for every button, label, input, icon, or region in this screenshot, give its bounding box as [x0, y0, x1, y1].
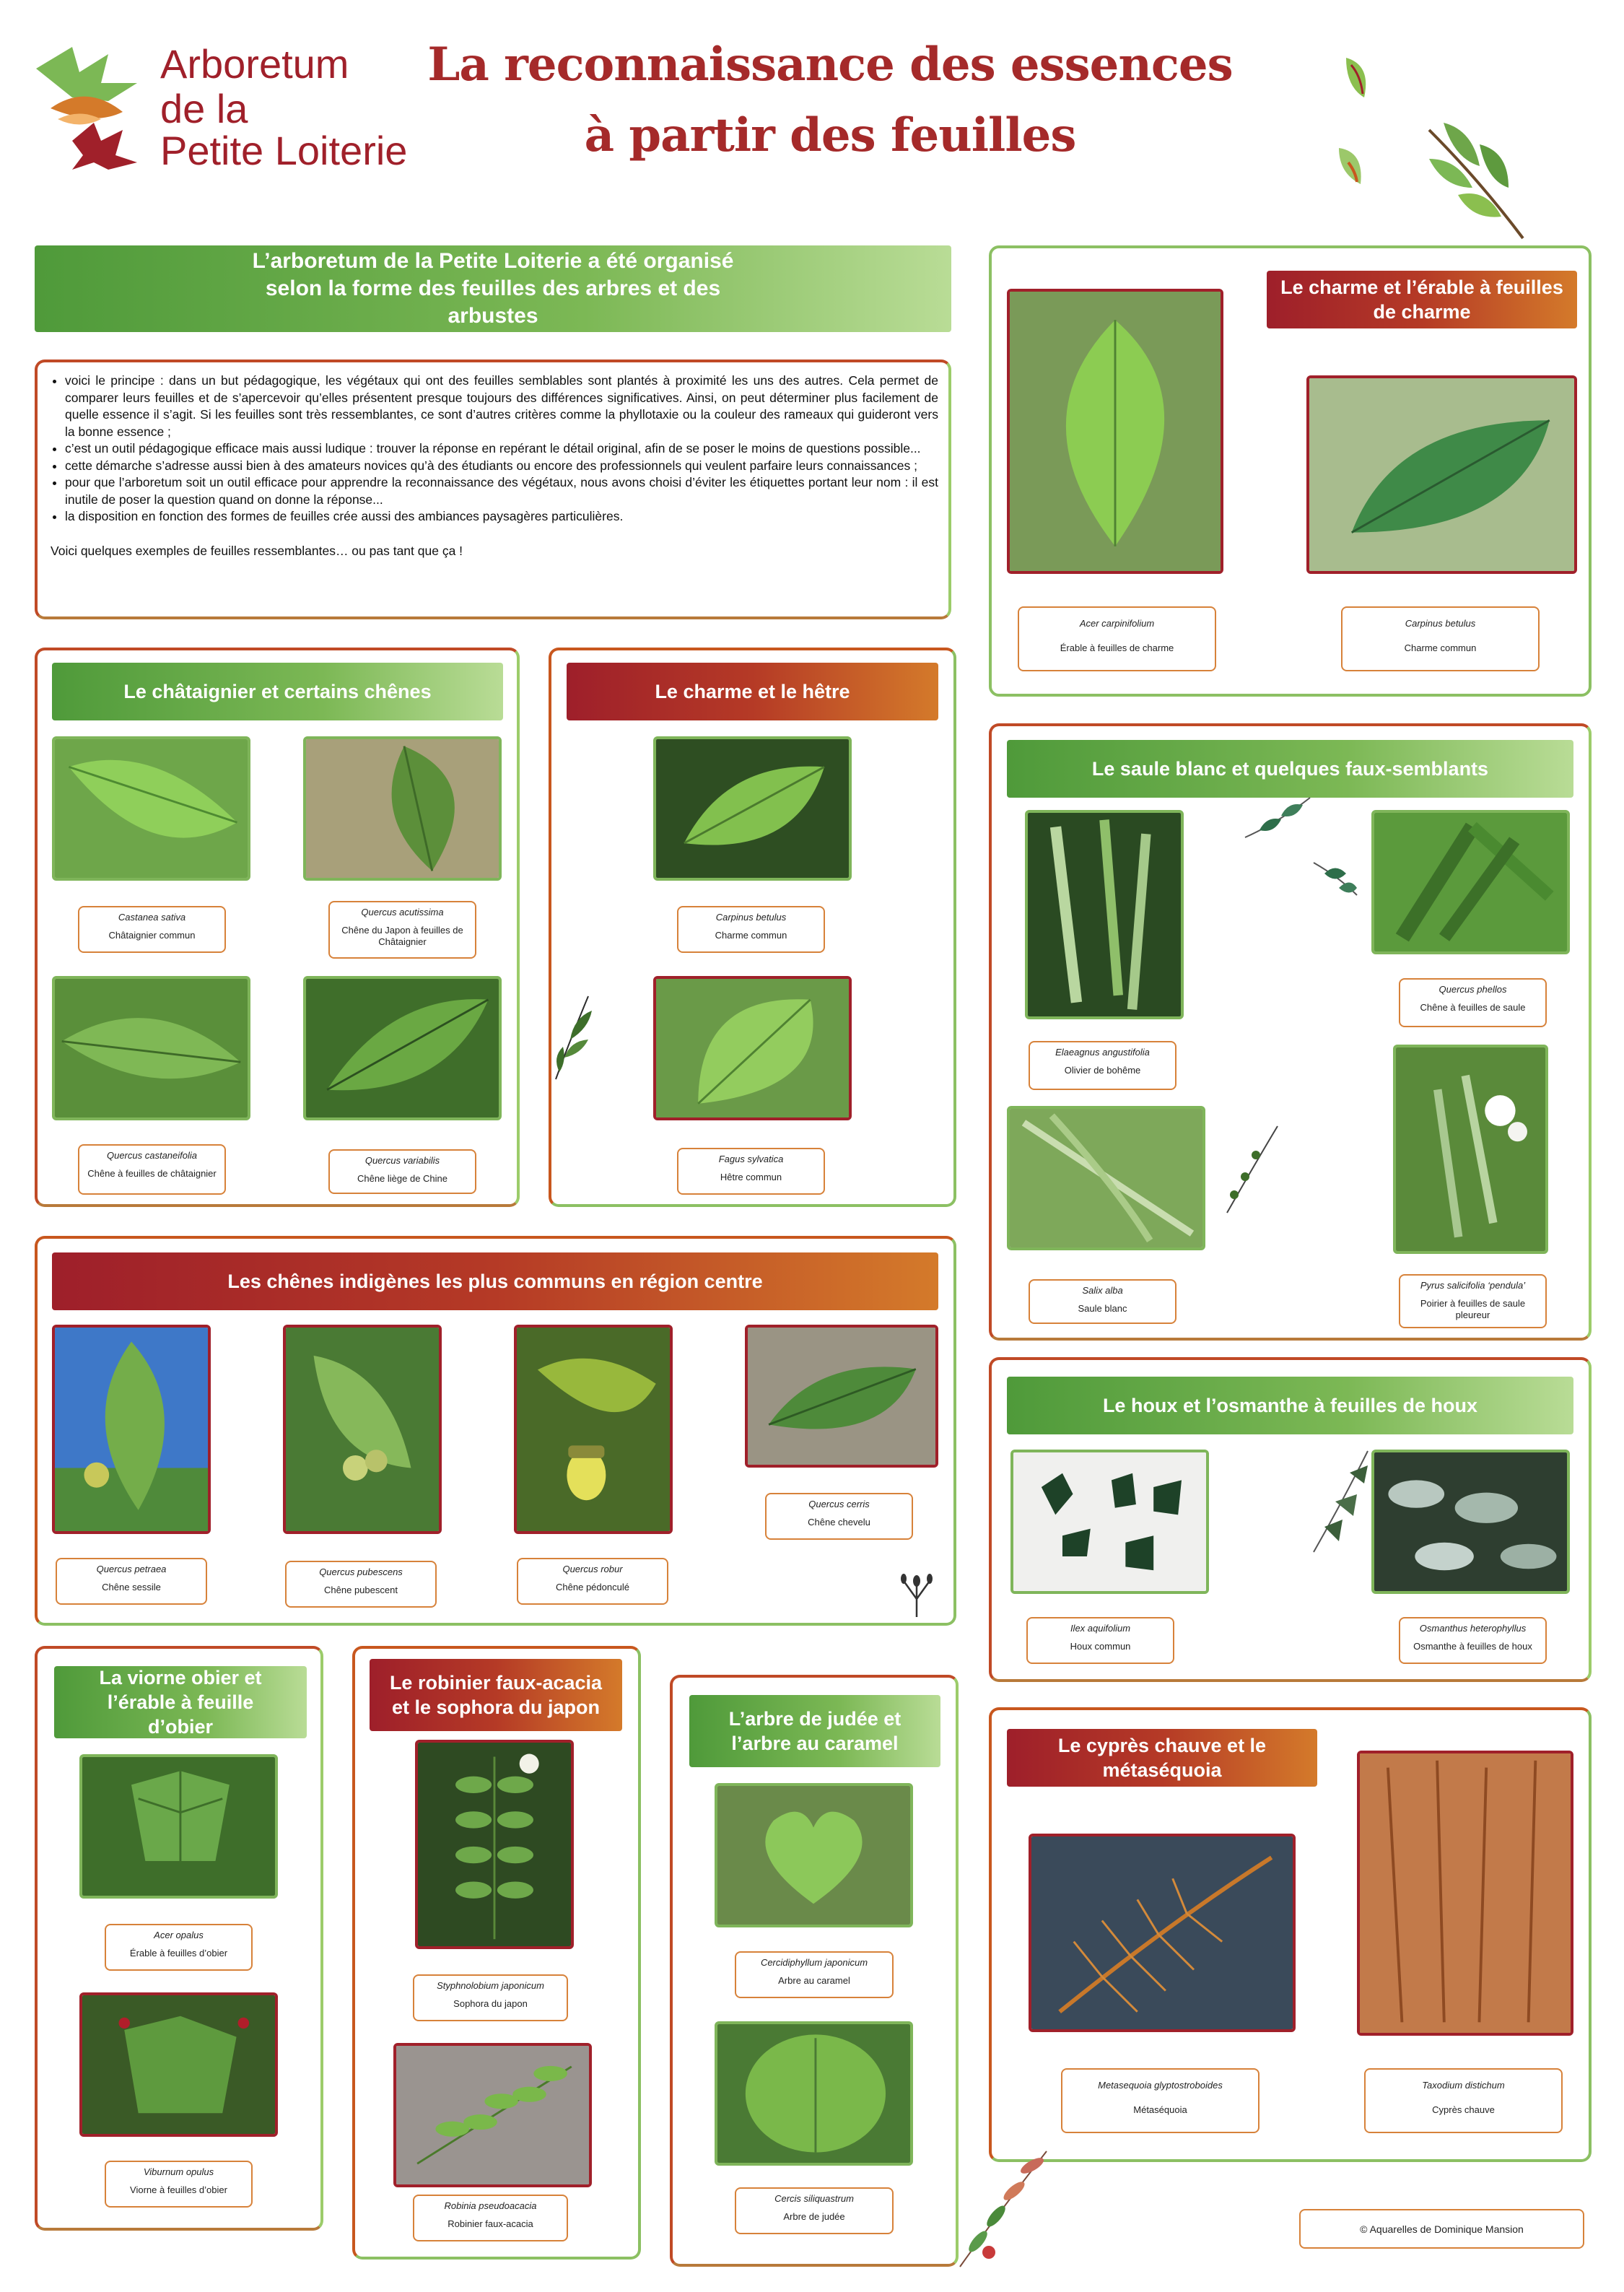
leaf-photo [52, 736, 250, 881]
intro-bullet-list [51, 372, 938, 526]
section-title: Les chênes indigènes les plus communs en région centre [52, 1252, 938, 1310]
leaf-photo [1357, 1751, 1573, 2036]
common-name: Houx commun [1070, 1641, 1131, 1652]
section-title: Le saule blanc et quelques faux-semblants [1007, 740, 1573, 798]
leaf-photo [303, 736, 502, 881]
intro-bullet: • pour que l’arboretum soit un outil efficace pour apprendre la reconnaissance des végétaux, nous avons choisi d’éviter les étiquettes portant leur nom : il est inutile de poser la question quand on donne la réponse... [65, 474, 938, 508]
leaf-photo [715, 1783, 913, 1927]
species-label [328, 901, 476, 959]
intro-panel [35, 360, 951, 619]
watercolor-leaf-icon [1335, 144, 1368, 191]
leaf-photo [1029, 1834, 1296, 2032]
logo [29, 40, 159, 177]
page-title-line-2: à partir des feuilles [584, 108, 1076, 162]
intro-bullet: • c’est un outil pédagogique efficace mais aussi ludique : trouver la réponse en repérant le détail original, afin de se poser le moins de questions possible... [65, 440, 938, 458]
leaf-photo [1007, 1106, 1205, 1250]
scientific-name: Osmanthus heterophyllus [1419, 1623, 1527, 1634]
leaf-photo [1007, 289, 1223, 574]
scientific-name: Quercus pubescens [319, 1567, 403, 1577]
common-name: Charme commun [715, 930, 787, 941]
scientific-name: Salix alba [1082, 1285, 1123, 1296]
common-name: Poirier à feuilles de saule pleureur [1420, 1298, 1526, 1320]
watercolor-branch-icon [1213, 1119, 1285, 1220]
scientific-name: Cercis siliquastrum [774, 2193, 854, 2204]
scientific-name: Viburnum opulus [143, 2166, 214, 2177]
watercolor-twig-icon [895, 1570, 938, 1621]
scientific-name: Cercidiphyllum japonicum [760, 1957, 868, 1968]
leaf-photo [1306, 375, 1577, 574]
footer-credit: © Aquarelles de Dominique Mansion [1299, 2209, 1584, 2249]
section-title: L’arbre de judée et l’arbre au caramel [689, 1695, 940, 1767]
scientific-name: Castanea sativa [118, 912, 186, 923]
species-label [285, 1561, 437, 1608]
common-name: Viorne à feuilles d’obier [130, 2184, 227, 2195]
page-title-line-1: La reconnaissance des essences [427, 38, 1233, 92]
species-label [78, 906, 226, 953]
species-label [1026, 1617, 1174, 1664]
species-label [105, 1924, 253, 1971]
leaf-photo [415, 1740, 574, 1949]
scientific-name: Fagus sylvatica [718, 1154, 784, 1164]
scientific-name: Pyrus salicifolia ‘pendula’ [1420, 1280, 1526, 1291]
watercolor-sprig-icon [1310, 855, 1361, 899]
watercolor-leaf-icon [1343, 54, 1375, 105]
common-name: Chêne pubescent [324, 1585, 398, 1595]
common-name: Chêne à feuilles de châtaignier [87, 1168, 217, 1179]
leaf-photo [745, 1325, 938, 1468]
common-name: Châtaignier commun [108, 930, 196, 941]
leaf-photo [653, 736, 852, 881]
scientific-name: Quercus castaneifolia [106, 1150, 197, 1161]
leaf-photo [79, 1992, 278, 2137]
leaf-photo [303, 976, 502, 1120]
scientific-name: Quercus petraea [96, 1564, 167, 1574]
common-name: Arbre au caramel [778, 1975, 850, 1986]
scientific-name: Quercus phellos [1439, 984, 1507, 995]
logo-line-1: Arboretum [160, 41, 349, 87]
common-name: Érable à feuilles d’obier [129, 1948, 228, 1958]
intro-bullet: • voici le principe : dans un but pédagogique, les végétaux qui ont des feuilles semblables sont plantés à proximité les uns des autres. Cela permet de comparer leurs feuilles et de s’apercevoir qu’elles présentent presque toujours des différences significatives. Ainsi, on peut déterminer plus facilement de quelle essence il s’agit. Si les feuilles sont très ressemblantes, ce sont d’autres critères comme la phyllotaxie ou la couleur des rameaux qui guideront vers la bonne essence ; [65, 372, 938, 440]
species-label [56, 1558, 207, 1605]
intro-bullet: • la disposition en fonction des formes de feuilles crée aussi des ambiances paysagères particulières. [65, 508, 938, 526]
species-label [1029, 1041, 1176, 1090]
common-name: Charme commun [1404, 642, 1477, 653]
common-name: Érable à feuilles de charme [1060, 642, 1174, 653]
common-name: Chêne liège de Chine [357, 1173, 448, 1184]
species-label [1341, 606, 1540, 671]
watercolor-sprig-icon [1241, 794, 1314, 845]
leaf-photo [79, 1754, 278, 1899]
scientific-name: Ilex aquifolium [1070, 1623, 1131, 1634]
common-name: Osmanthe à feuilles de houx [1413, 1641, 1532, 1652]
leaf-photo [1371, 1450, 1570, 1594]
leaf-photo [393, 2043, 592, 2187]
watercolor-sprig-icon [946, 2137, 1061, 2274]
section-title: Le châtaignier et certains chênes [52, 663, 503, 720]
common-name: Chêne chevelu [808, 1517, 870, 1528]
species-label [1018, 606, 1216, 671]
scientific-name: Taxodium distichum [1422, 2080, 1505, 2091]
leaf-photo [1393, 1045, 1548, 1254]
scientific-name: Quercus cerris [808, 1499, 870, 1509]
species-label [765, 1493, 913, 1540]
species-label [105, 2161, 253, 2208]
scientific-name: Styphnolobium japonicum [437, 1980, 544, 1991]
scientific-name: Acer opalus [154, 1930, 204, 1940]
common-name: Métaséquoia [1133, 2104, 1187, 2115]
species-label [413, 1974, 568, 2021]
watercolor-branch-icon [549, 989, 599, 1083]
leaf-photo [52, 1325, 211, 1534]
scientific-name: Carpinus betulus [1405, 618, 1476, 629]
common-name: Robinier faux-acacia [448, 2218, 533, 2229]
common-name: Arbre de judée [783, 2211, 845, 2222]
scientific-name: Carpinus betulus [715, 912, 787, 923]
section-title: Le robinier faux-acacia et le sophora du japon [370, 1659, 622, 1731]
section-title: Le charme et l’érable à feuilles de charme [1267, 271, 1577, 328]
species-label [735, 2187, 894, 2234]
scientific-name: Metasequoia glyptostroboides [1098, 2080, 1223, 2091]
scientific-name: Elaeagnus angustifolia [1055, 1047, 1150, 1058]
species-label [1029, 1279, 1176, 1324]
species-label [1399, 1274, 1547, 1328]
watercolor-holly-icon [1299, 1444, 1379, 1559]
intro-bullet: • cette démarche s’adresse aussi bien à des amateurs novices qu’à des étudiants ou encore des professionnels qui veulent parfaire leurs connaissances ; [65, 458, 938, 475]
section-title: Le houx et l’osmanthe à feuilles de houx [1007, 1377, 1573, 1434]
leaf-photo [52, 976, 250, 1120]
oak-branch-icon [1415, 116, 1545, 245]
species-label [1399, 978, 1547, 1027]
scientific-name: Quercus variabilis [364, 1155, 440, 1166]
scientific-name: Quercus robur [562, 1564, 623, 1574]
species-label [517, 1558, 668, 1605]
common-name: Chêne du Japon à feuilles de Châtaignier [341, 925, 463, 947]
common-name: Chêne sessile [102, 1582, 161, 1592]
logo-leaves-icon [29, 40, 159, 177]
scientific-name: Robinia pseudoacacia [444, 2200, 537, 2211]
species-label [1399, 1617, 1547, 1664]
section-title: La viorne obier et l’érable à feuille d’obier [54, 1666, 307, 1738]
intro-closing: Voici quelques exemples de feuilles ressemblantes… ou pas tant que ça ! [51, 543, 463, 558]
common-name: Hêtre commun [720, 1172, 782, 1182]
leaf-photo [1025, 810, 1184, 1019]
leaf-photo [514, 1325, 673, 1534]
species-label [677, 906, 825, 953]
scientific-name: Quercus acutissima [361, 907, 444, 918]
species-label [328, 1149, 476, 1194]
leaf-photo [653, 976, 852, 1120]
intro-text [51, 372, 938, 559]
common-name: Sophora du japon [453, 1998, 528, 2009]
leaf-photo [1371, 810, 1570, 954]
section-title: Le charme et le hêtre [567, 663, 938, 720]
species-label [413, 2195, 568, 2241]
species-label [735, 1951, 894, 1998]
species-label [677, 1148, 825, 1195]
species-label [1364, 2068, 1563, 2133]
scientific-name: Acer carpinifolium [1079, 618, 1155, 629]
common-name: Chêne à feuilles de saule [1420, 1002, 1526, 1013]
species-label [78, 1144, 226, 1195]
common-name: Saule blanc [1078, 1303, 1127, 1314]
common-name: Chêne pédonculé [556, 1582, 629, 1592]
leaf-photo [715, 2021, 913, 2166]
species-label [1061, 2068, 1260, 2133]
leaf-photo [283, 1325, 442, 1534]
intro-banner: L’arboretum de la Petite Loiterie a été organisé selon la forme des feuilles des arbres et des arbustes [35, 245, 951, 332]
common-name: Cyprès chauve [1432, 2104, 1495, 2115]
logo-line-3: Petite Loiterie [160, 128, 408, 173]
leaf-photo [1010, 1450, 1209, 1594]
common-name: Olivier de bohême [1064, 1065, 1141, 1076]
logo-line-2: de la [160, 86, 248, 131]
section-title: Le cyprès chauve et le métaséquoia [1007, 1729, 1317, 1787]
